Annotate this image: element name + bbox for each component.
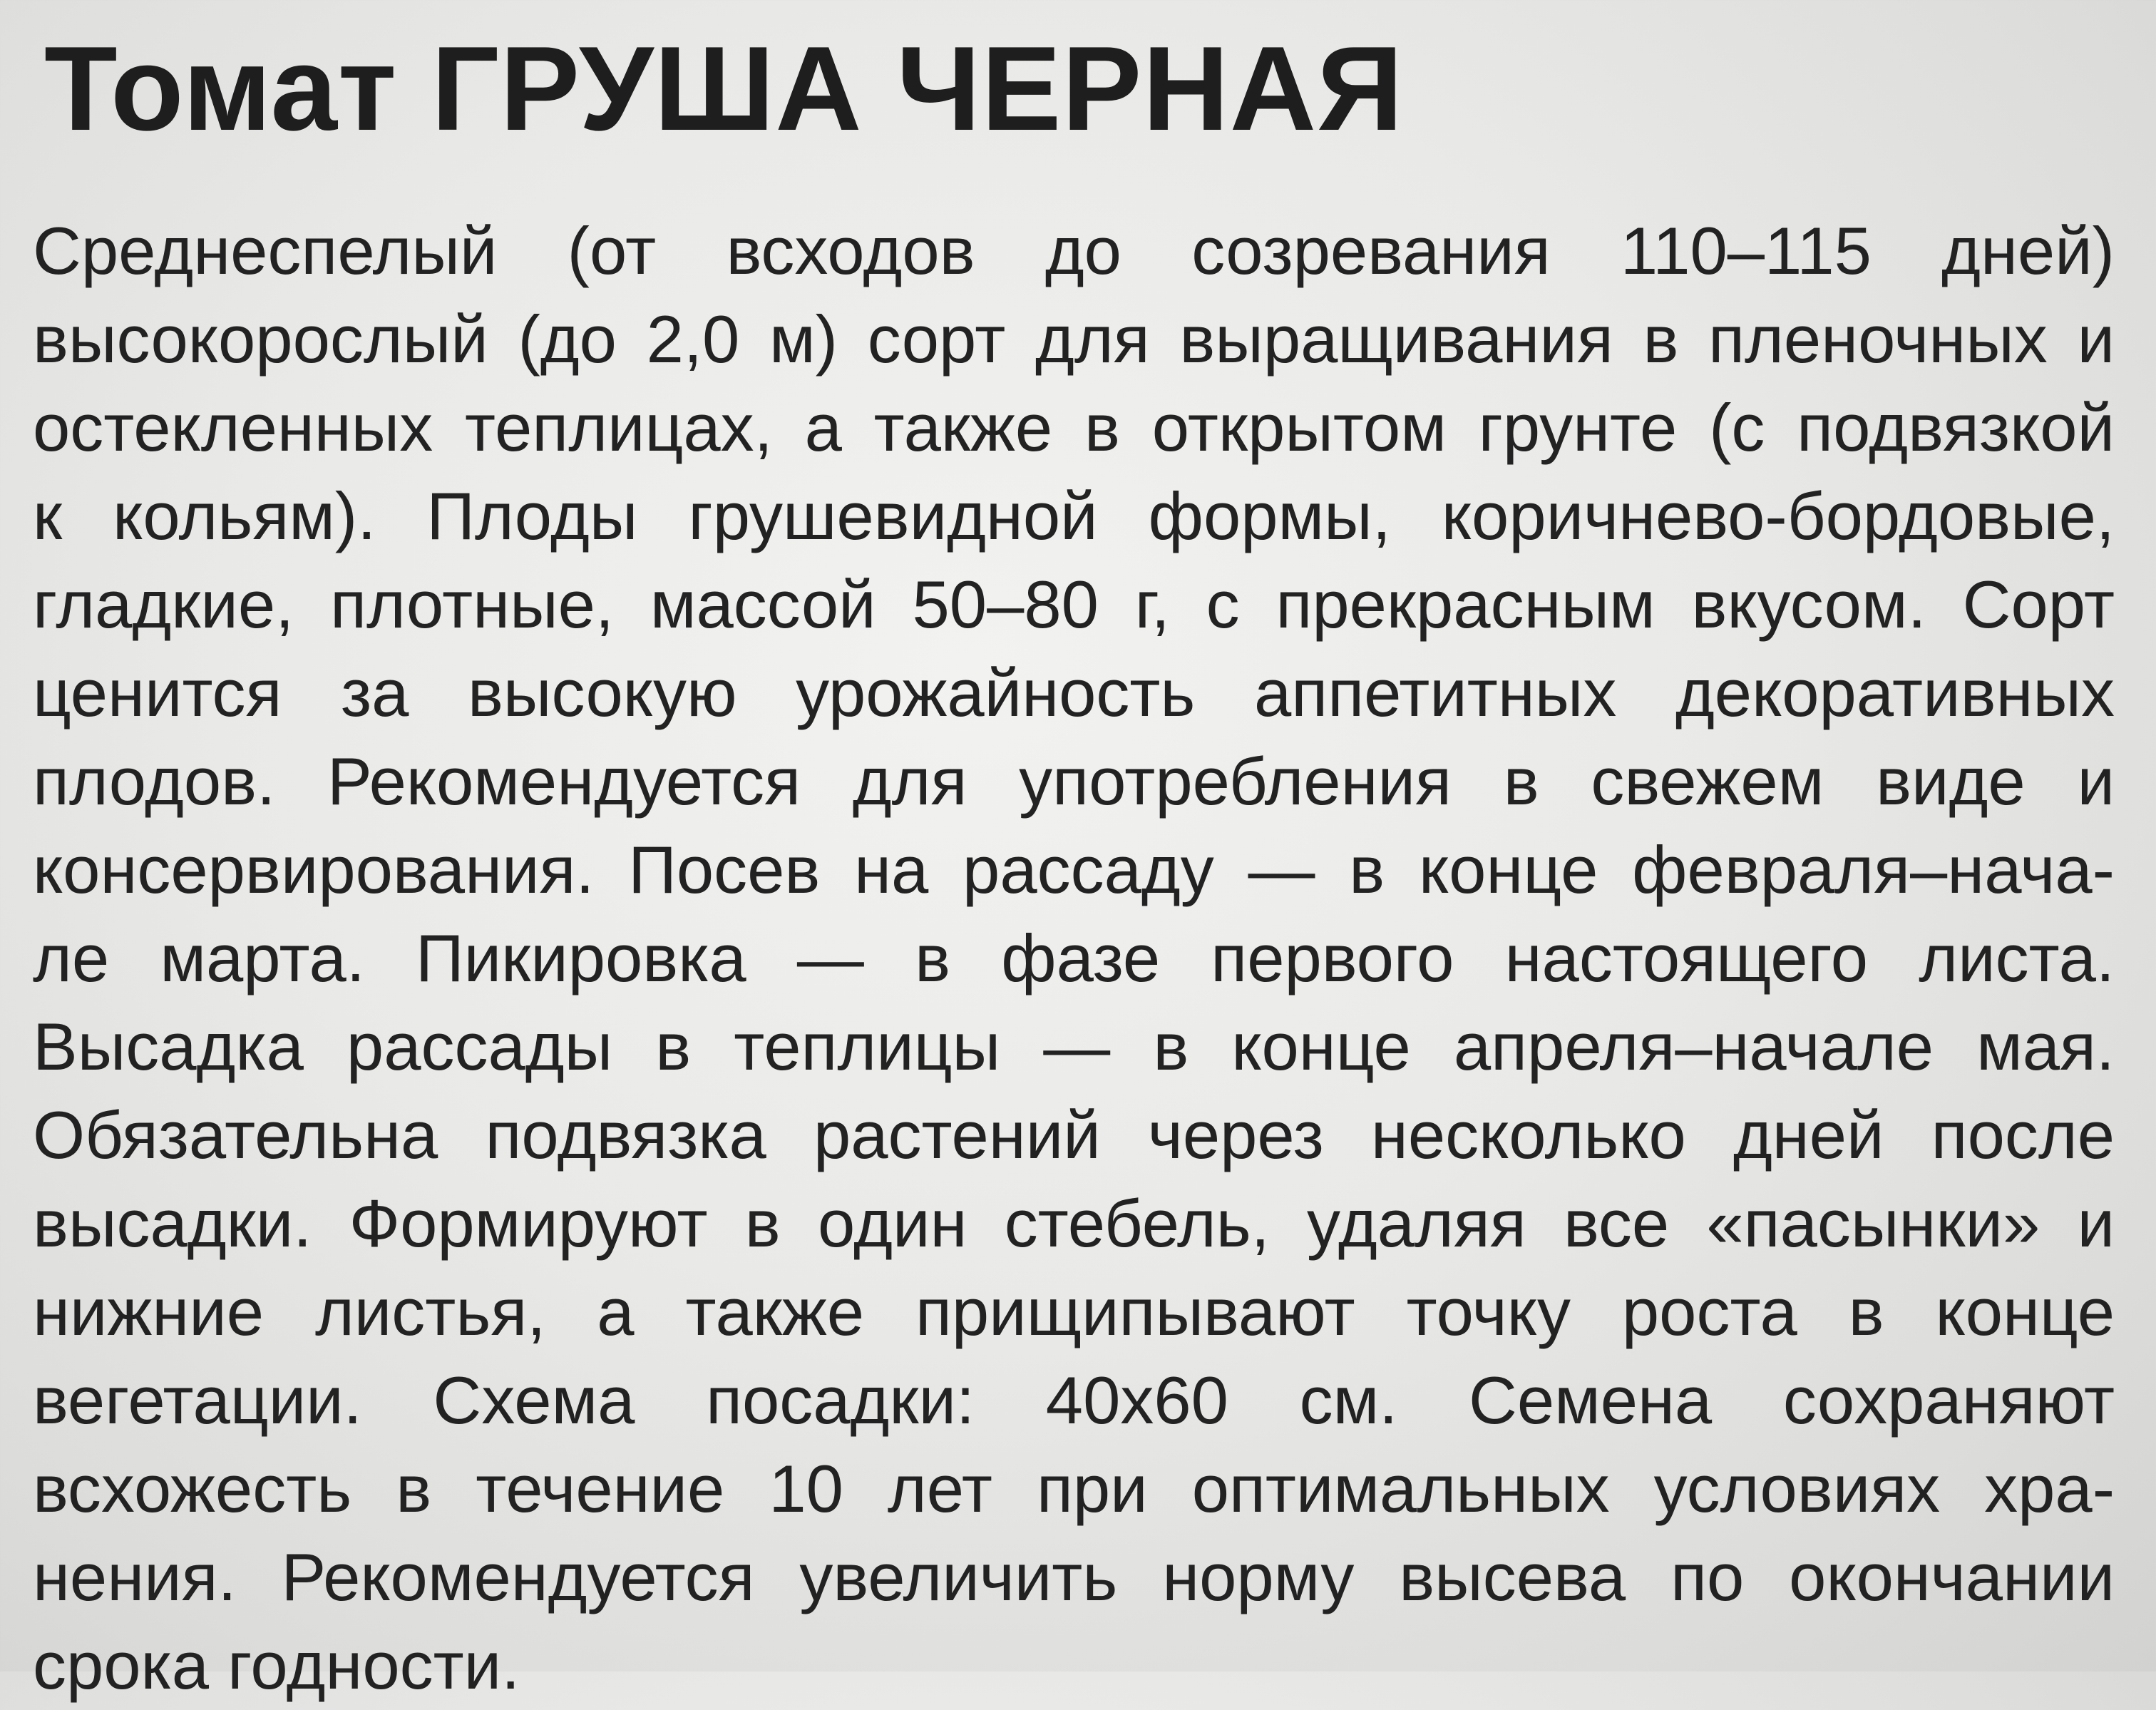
description-line: Среднеспелый (от всходов до созревания 110–115 дней) [33,213,2115,288]
description-line: остекленных теплицах, а также в открытом грунте (с подвязкой [33,390,2115,465]
description-line: высадки. Формируют в один стебель, удаляя все «пасынки» и [33,1186,2115,1261]
description-line: плодов. Рекомендуется для употребления в свежем виде и [33,744,2115,819]
description-line: ценится за высокую урожайность аппетитных декоративных [33,655,2115,730]
description-line: срока годности. [33,1628,520,1703]
product-description [33,207,2115,1710]
description-line: всхожесть в течение 10 лет при оптимальных условиях хра- [33,1451,2115,1526]
description-line: нения. Рекомендуется увеличить норму высева по окончании [33,1540,2115,1614]
description-line: вегетации. Схема посадки: 40х60 см. Семена сохраняют [33,1363,2115,1438]
description-line: ле марта. Пикировка — в фазе первого настоящего листа. [33,921,2115,995]
description-line: Обязательна подвязка растений через несколько дней после [33,1097,2115,1172]
description-line: высокорослый (до 2,0 м) сорт для выращивания в пленочных и [33,302,2115,377]
description-line: гладкие, плотные, массой 50–80 г, с прекрасным вкусом. Сорт [33,567,2115,642]
description-line: к кольям). Плоды грушевидной формы, коричнево-бордовые, [33,478,2115,553]
description-line: консервирования. Посев на рассаду — в конце февраля–нача- [33,832,2115,907]
product-title: Томат ГРУША ЧЕРНАЯ [44,21,1404,155]
description-line: нижние листья, а также прищипывают точку роста в конце [33,1274,2115,1349]
description-line: Высадка рассады в теплицы — в конце апреля–начале мая. [33,1009,2115,1084]
